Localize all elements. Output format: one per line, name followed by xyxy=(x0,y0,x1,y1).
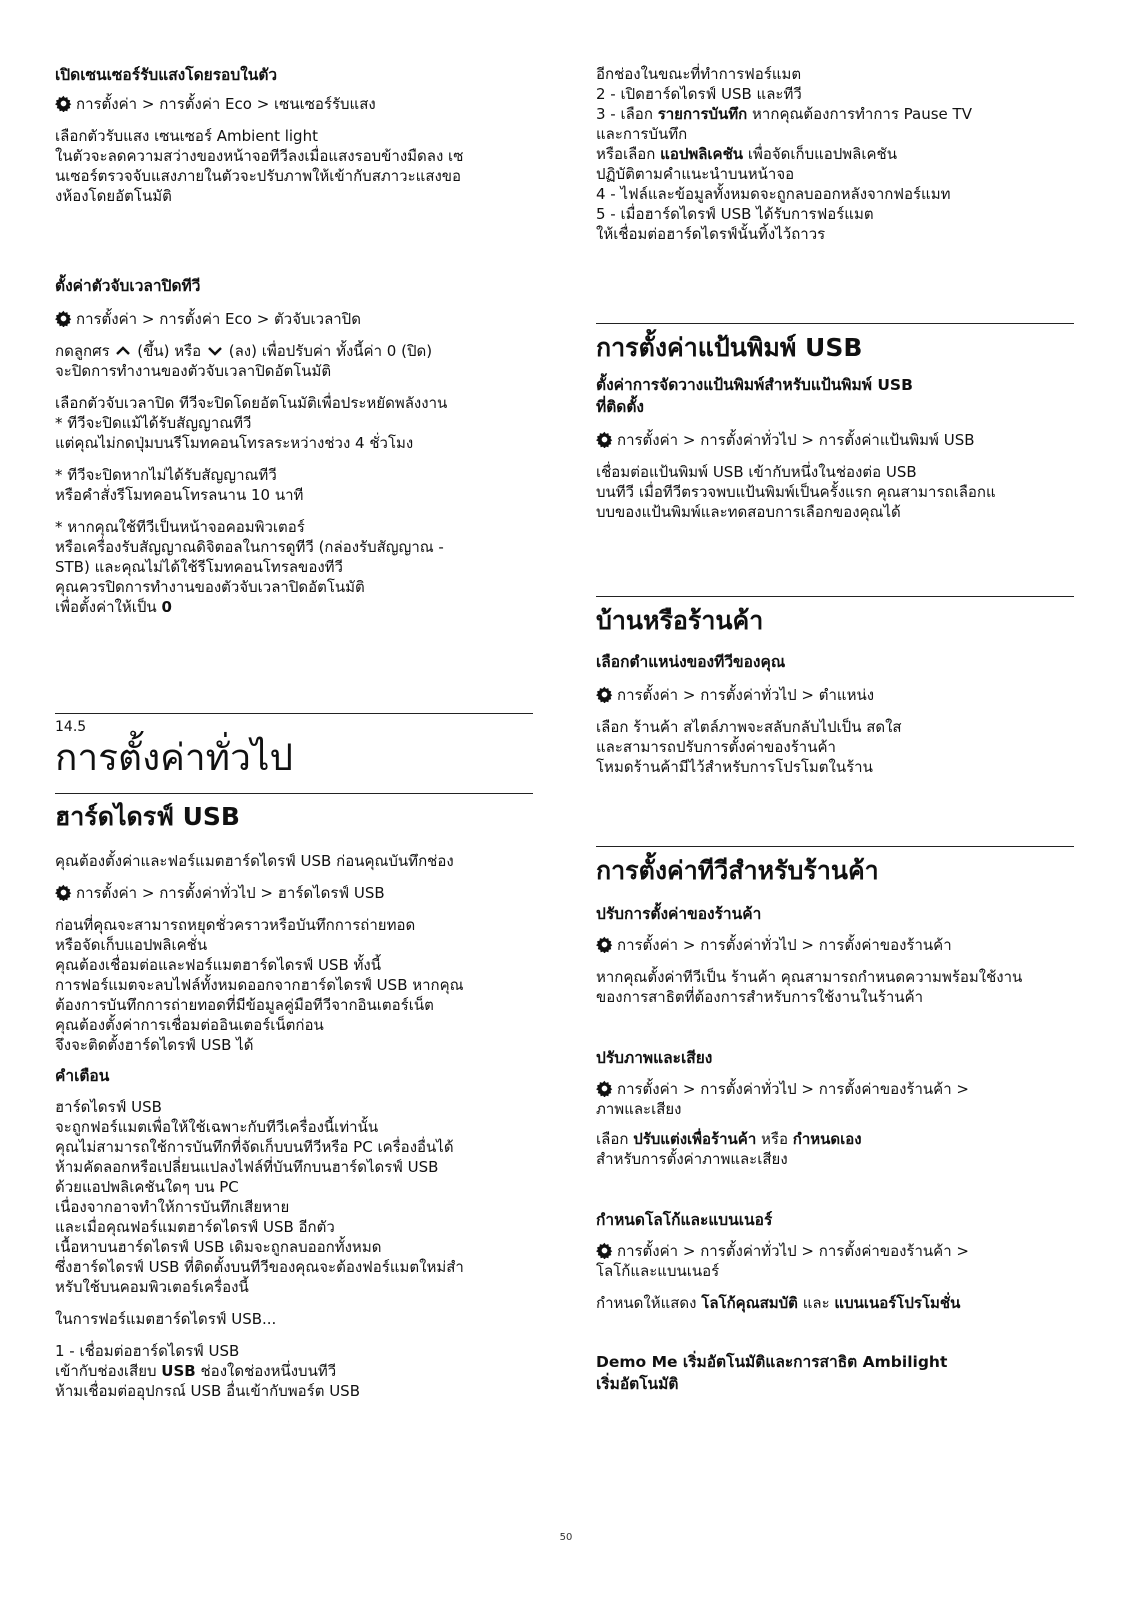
divider xyxy=(596,323,1074,324)
section-body: เชื่อมต่อแป้นพิมพ์ USB เข้ากับหนึ่งในช่องต่อ USB บนทีวี เมื่อทีวีตรวจพบแป้นพิมพ์เป็นครั้งแรก คุณสามารถเลือกแ บบของแป้นพิมพ์และทดสอบการเลือกของคุณได้ xyxy=(596,463,996,521)
section-subtitle: ปรับภาพและเสียง xyxy=(596,1049,713,1067)
gear-icon xyxy=(55,310,72,327)
section-title: การตั้งค่าทีวีสำหรับร้านค้า xyxy=(596,856,879,885)
gear-icon xyxy=(596,936,613,953)
settings-path: การตั้งค่า > การตั้งค่าทั่วไป > การตั้งค่าของร้านค้า > ภาพและเสียง xyxy=(596,1080,969,1118)
settings-path: การตั้งค่า > การตั้งค่าทั่วไป > ตำแหน่ง xyxy=(596,685,1074,705)
timer-paragraph: * หากคุณใช้ทีวีเป็นหน้าจอคอมพิวเตอร์ หรือเครื่องรับสัญญาณดิจิตอลในการดูทีวี (กล่องรับสัญญาณ - STB) และคุณไม่ได้ใช้รีโมทคอนโทรลของทีวี คุณควรปิดการทำงานของตัวจับเวลาปิดอัตโนมัติ เพื่อตั้งค่าให้เป็น 0 xyxy=(55,518,444,616)
warning-title: คำเตือน xyxy=(55,1067,110,1085)
settings-path: การตั้งค่า > การตั้งค่าทั่วไป > การตั้งค่าแป้นพิมพ์ USB xyxy=(596,430,1074,450)
arrow-instructions: กดลูกศร (ขึ้น) หรือ (ลง) เพื่อปรับค่า ทั้งนี้ค่า 0 (ปิด) จะปิดการทำงานของตัวจับเวลาปิดอัตโนมัติ xyxy=(55,342,433,380)
section-title: เปิดเซนเซอร์รับแสงโดยรอบในตัว xyxy=(55,66,278,84)
section-subtitle: Demo Me เริ่มอัตโนมัติและการสาธิต Ambilight เริ่มอัตโนมัติ xyxy=(596,1353,948,1393)
divider xyxy=(55,713,533,714)
timer-paragraph: เลือกตัวจับเวลาปิด ทีวีจะปิดโดยอัตโนมัติเพื่อประหยัดพลังงาน * ทีวีจะปิดแม้ได้รับสัญญาณทีวี แต่คุณไม่กดปุ่มบนรีโมทคอนโทรลระหว่างช่วง 4 ชั่วโมง xyxy=(55,394,448,452)
settings-path: การตั้งค่า > การตั้งค่าทั่วไป > การตั้งค่าของร้านค้า xyxy=(596,935,1074,955)
home-shop-section xyxy=(596,605,1074,777)
section-title: บ้านหรือร้านค้า xyxy=(596,606,764,635)
off-timer-section xyxy=(55,275,533,617)
settings-path: การตั้งค่า > การตั้งค่า Eco > เซนเซอร์รับแสง xyxy=(55,94,533,114)
section-body: เลือกตัวรับแสง เซนเซอร์ Ambient light ในตัวจะลดความสว่างของหน้าจอทีวีลงเมื่อแสงรอบข้างมืดลง เซ นเซอร์ตรวจจับแสงภายในตัวจะปรับภาพให้เข้ากับสภาวะแสงขอ งห้องโดยอัตโนมัติ xyxy=(55,127,464,205)
section-title: ตั้งค่าตัวจับเวลาปิดทีวี xyxy=(55,277,201,295)
timer-paragraph: * ทีวีจะปิดหากไม่ได้รับสัญญาณทีวี หรือคำสั่งรีโมทคอนโทรลนาน 10 นาที xyxy=(55,466,304,504)
chevron-up-icon xyxy=(116,346,130,356)
section-title: การตั้งค่าแป้นพิมพ์ USB xyxy=(596,333,863,362)
divider xyxy=(596,596,1074,597)
gear-icon xyxy=(55,95,72,112)
gear-icon xyxy=(596,1080,613,1097)
section-body: ก่อนที่คุณจะสามารถหยุดชั่วคราวหรือบันทึกการถ่ายทอด หรือจัดเก็บแอปพลิเคชั่น คุณต้องเชื่อมต่อและฟอร์แมตฮาร์ดไดรฟ์ USB ทั้งนี้ การฟอร์แมตจะลบไฟล์ทั้งหมดออกจากฮาร์ดไดรฟ์ USB หากคุณ ต้องการบันทึกการถ่ายทอดที่มีข้อมูลคู่มือทีวีจากอินเตอร์เน็ต คุณต้องตั้งค่าการเชื่อมต่ออินเตอร์เน็ตก่อน จึงจะติดตั้งฮาร์ดไดรฟ์ USB ได้ xyxy=(55,916,464,1054)
usb-keyboard-section xyxy=(596,332,1074,522)
settings-path: การตั้งค่า > การตั้งค่าทั่วไป > ฮาร์ดไดรฟ์ USB xyxy=(55,883,533,903)
chapter-number: 14.5 xyxy=(55,719,87,735)
shop-settings-section: การตั้งค่าทีวีสำหรับร้านค้า ปรับการตั้งค่าของร้านค้า การตั้งค่า > การตั้งค่าทั่วไป > การตั้งค่าของร้านค้า หากคุณตั้งค่าทีวีเป็น ร้านค้า คุณสามารถกำหนดความพร้อมใช้งาน ของการสาธิตที่ต้องการสำหรับการใช้งานในร้านค้า ปรับภาพและเสียง การตั้งค่า > การตั้งค่าทั่วไป > การตั้งค่าของร้านค้า > ภาพและเสียง เลือก ปรับแต่งเพื่อร้านค้า หรือ กำหนดเอง สำหรับการตั้งค่าภาพและเสียง กำหนดโลโก้และแบนเนอร์ การตั้งค่า > การตั้งค่าทั่วไป > การตั้งค่าของร้านค้า > โลโก้และแบนเนอร์ กำหนดให้แสดง โลโก้คุณสมบัติ และ แบนเนอร์โปรโมชั่น Demo Me เริ่มอัตโนมัติและการสาธิต Ambilight เริ่มอัตโนมัติ xyxy=(596,855,1074,1395)
divider xyxy=(55,793,533,794)
settings-path: การตั้งค่า > การตั้งค่าทั่วไป > การตั้งค่าของร้านค้า > โลโก้และแบนเนอร์ xyxy=(596,1242,969,1280)
section-title: ฮาร์ดไดรฟ์ USB xyxy=(55,802,240,831)
chevron-down-icon xyxy=(208,346,222,356)
usb-hdd-section: ฮาร์ดไดรฟ์ USB คุณต้องตั้งค่าและฟอร์แมตฮาร์ดไดรฟ์ USB ก่อนคุณบันทึกช่อง การตั้งค่า > การตั้งค่าทั่วไป > ฮาร์ดไดรฟ์ USB ก่อนที่คุณจะสามารถหยุดชั่วคราวหรือบันทึกการถ่ายทอด หรือจัดเก็บแอปพลิเคชั่น คุณต้องเชื่อมต่อและฟอร์แมตฮาร์ดไดรฟ์ USB ทั้งนี้ การฟอร์แมตจะลบไฟล์ทั้งหมดออกจากฮาร์ดไดรฟ์ USB หากคุณ ต้องการบันทึกการถ่ายทอดที่มีข้อมูลคู่มือทีวีจากอินเตอร์เน็ต คุณต้องตั้งค่าการเชื่อมต่ออินเตอร์เน็ตก่อน จึงจะติดตั้งฮาร์ดไดรฟ์ USB ได้ คำเตือน ฮาร์ดไดรฟ์ USB จะถูกฟอร์แมตเพื่อให้ใช้เฉพาะกับทีวีเครื่องนี้เท่านั้น คุณไม่สามารถใช้การบันทึกที่จัดเก็บบนทีวีหรือ PC เครื่องอื่นได้ ห้ามคัดลอกหรือเปลี่ยนแปลงไฟล์ที่บันทึกบนฮาร์ดไดรฟ์ USB ด้วยแอปพลิเคชันใดๆ บน PC เนื่องจากอาจทำให้การบันทึกเสียหาย และเมื่อคุณฟอร์แมตฮาร์ดไดรฟ์ USB อีกตัว เนื้อหาบนฮาร์ดไดรฟ์ USB เดิมจะถูกลบออกทั้งหมด ซึ่งฮาร์ดไดรฟ์ USB ที่ติดตั้งบนทีวีของคุณจะต้องฟอร์แมตใหม่สำ หรับใช้บนคอมพิวเตอร์เครื่องนี้ ในการฟอร์แมตฮาร์ดไดรฟ์ USB... 1 - เชื่อมต่อฮาร์ดไดรฟ์ USB เข้ากับช่องเสียบ USB ช่องใดช่องหนึ่งบนทีวี ห้ามเชื่อมต่ออุปกรณ์ USB อื่นเข้ากับพอร์ต USB xyxy=(55,801,533,1401)
gear-icon xyxy=(596,686,613,703)
section-subtitle: ตั้งค่าการจัดวางแป้นพิมพ์สำหรับแป้นพิมพ์ USB ที่ติดตั้ง xyxy=(596,376,913,416)
section-subtitle: กำหนดโลโก้และแบนเนอร์ xyxy=(596,1211,773,1229)
settings-path: การตั้งค่า > การตั้งค่า Eco > ตัวจับเวลาปิด xyxy=(55,309,533,329)
ambient-sensor-section xyxy=(55,64,533,206)
divider xyxy=(596,846,1074,847)
gear-icon xyxy=(55,884,72,901)
section-body: หากคุณตั้งค่าทีวีเป็น ร้านค้า คุณสามารถกำหนดความพร้อมใช้งาน ของการสาธิตที่ต้องการสำหรับการใช้งานในร้านค้า xyxy=(596,968,1023,1006)
warning-body: ฮาร์ดไดรฟ์ USB จะถูกฟอร์แมตเพื่อให้ใช้เฉพาะกับทีวีเครื่องนี้เท่านั้น คุณไม่สามารถใช้การบันทึกที่จัดเก็บบนทีวีหรือ PC เครื่องอื่นได้ ห้ามคัดลอกหรือเปลี่ยนแปลงไฟล์ที่บันทึกบนฮาร์ดไดรฟ์ USB ด้วยแอปพลิเคชันใดๆ บน PC เนื่องจากอาจทำให้การบันทึกเสียหาย และเมื่อคุณฟอร์แมตฮาร์ดไดรฟ์ USB อีกตัว เนื้อหาบนฮาร์ดไดรฟ์ USB เดิมจะถูกลบออกทั้งหมด ซึ่งฮาร์ดไดรฟ์ USB ที่ติดตั้งบนทีวีของคุณจะต้องฟอร์แมตใหม่สำ หรับใช้บนคอมพิวเตอร์เครื่องนี้ xyxy=(55,1098,464,1296)
section-body: เลือก ร้านค้า สไตล์ภาพจะสลับกลับไปเป็น สดใส และสามารถปรับการตั้งค่าของร้านค้า โหมดร้านค้ามีไว้สำหรับการโปรโมตในร้าน xyxy=(596,718,902,776)
chapter-header xyxy=(55,718,533,780)
section-subtitle: ปรับการตั้งค่าของร้านค้า xyxy=(596,905,762,923)
section-subtitle: เลือกตำแหน่งของทีวีของคุณ xyxy=(596,653,786,671)
gear-icon xyxy=(596,1242,613,1259)
gear-icon xyxy=(596,431,613,448)
format-steps-continued: อีกช่องในขณะที่ทำการฟอร์แมต 2 - เปิดฮาร์ดไดรฟ์ USB และทีวี 3 - เลือก รายการบันทึก หากคุณต้องการทำการ Pause TV และการบันทึก หรือเลือก แอปพลิเคชัน เพื่อจัดเก็บแอปพลิเคชัน ปฏิบัติตามคำแนะนำบนหน้าจอ 4 - ไฟล์และข้อมูลทั้งหมดจะถูกลบออกหลังจากฟอร์แมท 5 - เมื่อฮาร์ดไดรฟ์ USB ได้รับการฟอร์แมต ให้เชื่อมต่อฮาร์ดไดรฟ์นั้นทิ้งไว้ถาวร xyxy=(596,65,972,243)
format-steps: 1 - เชื่อมต่อฮาร์ดไดรฟ์ USB เข้ากับช่องเสียบ USB ช่องใดช่องหนึ่งบนทีวี ห้ามเชื่อมต่ออุปกรณ์ USB อื่นเข้ากับพอร์ต USB xyxy=(55,1342,360,1400)
page-number: 50 xyxy=(559,1532,573,1543)
section-body: เลือก ปรับแต่งเพื่อร้านค้า หรือ กำหนดเอง สำหรับการตั้งค่าภาพและเสียง xyxy=(596,1130,862,1168)
chapter-title: การตั้งค่าทั่วไป xyxy=(55,736,293,779)
